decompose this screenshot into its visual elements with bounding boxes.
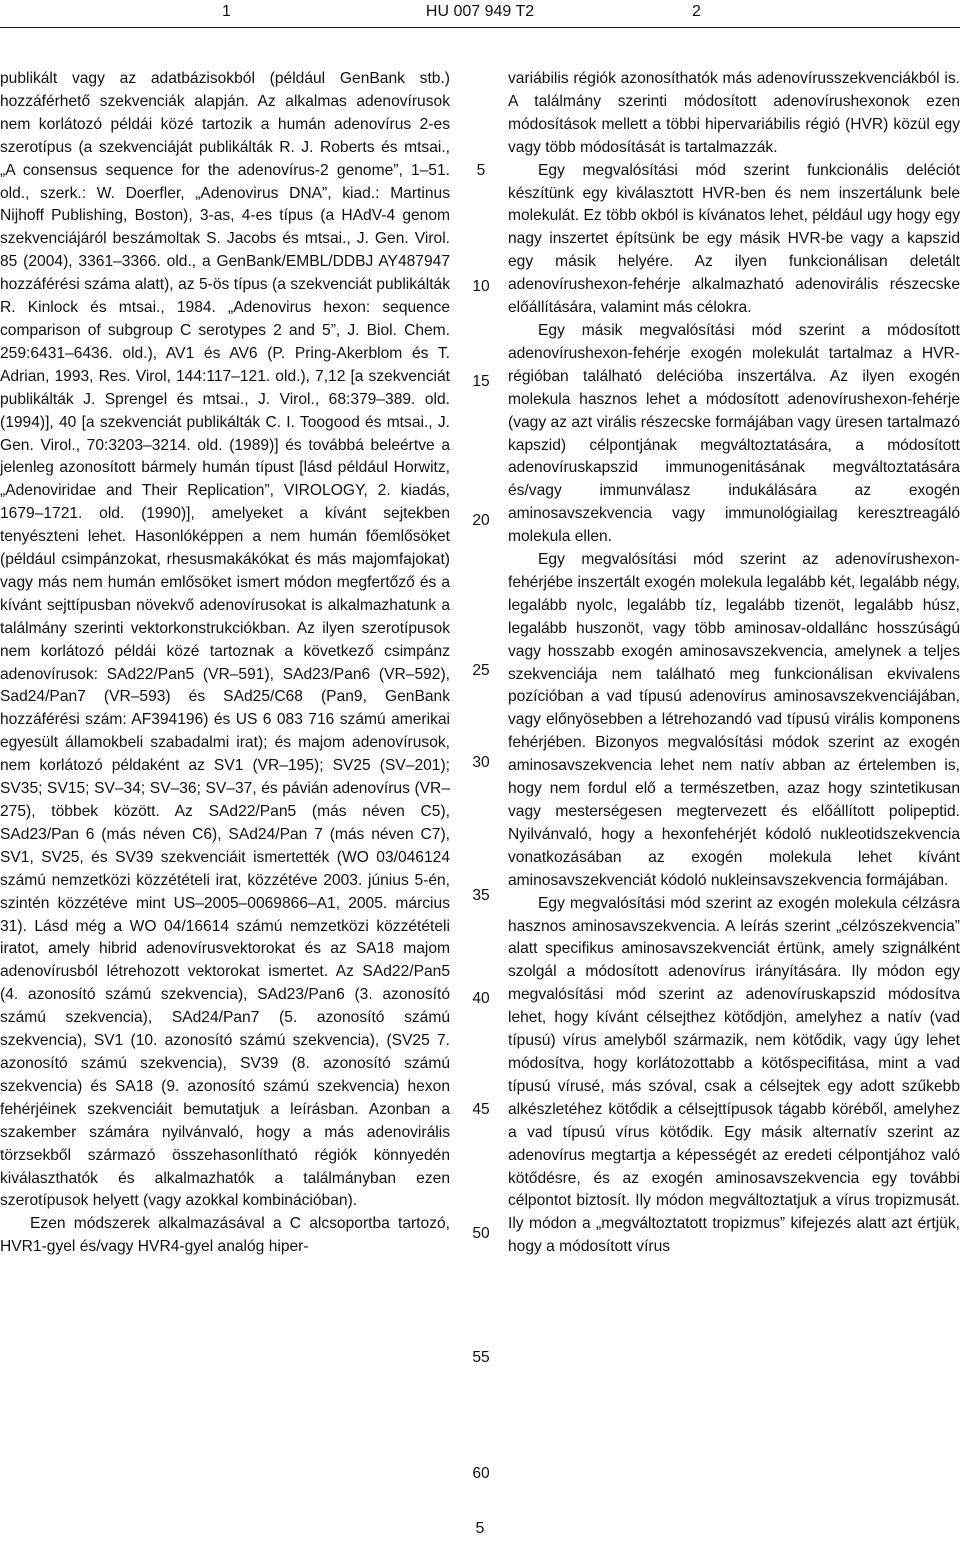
right-paragraph: Egy másik megvalósítási mód szerint a módosított adenovírushexon-fehérje exogén molekulát tartalmaz a HVR-régióban található delécióba inszertálva. Az ilyen exogén molekula hasznos lehet a módosított adenovírushexon-fehérje (vagy az azt virális részecske formájában vagy üresen tartalmazó kapszid) célpontjának megváltoztatására, a módosított adenovíruskapszid immunogenitásának megváltoztatására és/vagy immunválasz indukálására az exogén aminosavszekvencia vagy immunológiailag keresztreagáló molekula ellen. xyxy=(508,321,960,546)
line-number: 5 xyxy=(476,162,486,179)
right-paragraph: Egy megvalósítási mód szerint az adenovírushexon-fehérjébe inszertált exogén molekula legalább két, legalább négy, legalább nyolc, legalább tíz, legalább tizenöt, legalább húsz, legalább huszonöt, vagy több aminosav-oldallánc hosszúságú vagy hosszabb exogén aminosavszekvencia, amelynek a teljes szekvenciája nem található meg funkcionálisan ekvivalens pozícióban a vad típusú adenovírus aminosavszekvenciájában, vagy előnyösebben a létrehozandó vad típusú virális komponens fehérjében. Bizonyos megvalósítási módok szerint az exogén aminosavszekvencia lehet nem natív abban az értelemben is, hogy nem fordul elő a természetben, azaz hogy szintetikusan vagy mesterségesen megtervezett és előállított polipeptid. Nyilvánvaló, hogy a hexonfehérjét kódoló nukleotidszekvencia vonatkozásában az exogén molekula lehet kívánt aminosavszekvenciát kódoló nukleinsavszekvencia formájában. xyxy=(508,551,960,889)
line-number: 25 xyxy=(472,662,490,679)
right-paragraph: Egy megvalósítási mód szerint funkcionális deléciót készítünk egy kiválasztott HVR-ben és nem inszertálunk bele molekulát. Ez több okból is kívánatos lehet, például ugy hogy egy nagy inszertet építsünk be egy másik HVR-be vagy a kapszid egy másik helyére. Az ilyen funkcionálisan deletált adenovírushexon-fehérje alkalmazható adenovirális részecske előállítására, valamint más célokra. xyxy=(508,161,960,317)
page-header xyxy=(0,0,960,28)
right-paragraph: Egy megvalósítási mód szerint az exogén molekula célzásra hasznos aminosavszekvencia. A leírás szerint „célzószekvencia” alatt specifikus aminosavszekvenciát értünk, amely szignálként szolgál a módosított adenovírus irányítására. Ily módon egy megvalósítási mód szerint az adenovíruskapszid módosítva lehet, hogy kívánt célsejthez kötődjön, amelyhez a natív (vad típusú) vírus amelyből származik, nem kötődik, vagy úgy lehet módosítva, hogy korlátozottabb a kötőspecifitása, mint a vad típusú vírusé, más szóval, csak a célsejtek egy adott szűkebb alkészletéhez kötődik a célsejttípusok tágabb köréből, amelyhez a vad típusú vírus kötődik. Egy másik alternatív szerint az adenovírus megtartja a képességét az eredeti célpontjához való kötődésre, és az exogén aminosavszekvencia egy további célpontot biztosít. Ily módon megváltoztatjuk a vírus tropizmusát. Ily módon a „megváltoztatott tropizmus” kifejezés alatt azt értjük, hogy a módosított vírus xyxy=(508,894,960,1256)
line-number: 10 xyxy=(472,278,490,295)
right-column-number: 2 xyxy=(692,3,701,20)
line-number: 30 xyxy=(472,754,490,771)
line-number: 15 xyxy=(472,373,490,390)
page-number: 5 xyxy=(475,1520,485,1537)
left-text-column xyxy=(0,68,450,1259)
line-number: 40 xyxy=(472,990,490,1007)
line-number: 20 xyxy=(472,512,490,529)
line-number: 60 xyxy=(472,1465,490,1482)
left-column-number: 1 xyxy=(222,3,231,20)
left-paragraph: Ezen módszerek alkalmazásával a C alcsoportba tartozó, HVR1-gyel és/vagy HVR4-gyel analóg hiper- xyxy=(0,1215,450,1256)
line-number: 35 xyxy=(472,887,490,904)
line-number: 55 xyxy=(472,1349,490,1366)
line-number: 50 xyxy=(472,1225,490,1242)
left-paragraph: publikált vagy az adatbázisokból (például GenBank stb.) hozzáférhető szekvenciák alapján. Az alkalmas adenovírusok nem korlátozó példái közé tartozik a humán adenovírus 2-es szerotípus (a szekvenciáját publikálták R. J. Roberts és mtsai., „A consensus sequence for the adenovírus-2 genome”, 1–51. old., szerk.: W. Doerfler, „Adenovirus DNA”, kiad.: Martinus Nijhoff Publishing, Boston), 3-as, 4-es típus (a HAdV-4 genom szekvenciájáról beszámoltak S. Jacobs és mtsai., J. Gen. Virol. 85 (2004), 3361–3366. old., a GenBank/EMBL/DDBJ AY487947 hozzáférési száma alatt), az 5-ös típus (a szekvenciát publikálták R. Kinlock és mtsai., 1984. „Adenovirus hexon: sequence comparison of subgroup C serotypes 2 and 5”, J. Biol. Chem. 259:6431–6436. old.), AV1 és AV6 (P. Pring-Akerblom és T. Adrian, 1993, Res. Virol, 144:117–121. old.), 7,12 [a szekvenciát publikálták J. Sprengel és mtsai., J. Virol., 68:379–389. old. (1994)], 40 [a szekvenciát publikálták C. I. Toogood és mtsai., J. Gen. Virol., 70:3203–3214. old. (1989)] és továbbá beleértve a jelenleg azonosított bármely humán típust [lásd például Horwitz, „Adenoviridae and Their Replication”, VIROLOGY, 2. kiadás, 1679–1721. old. (1990)], amelyeket a kívánt sejtekben tenyészteni lehet. Hasonlóképpen a nem humán főemlősöket (például csimpánzokat, rhesusmakákókat és más majomfajokat) vagy más nem humán emlősöket ismert módon megfertőző és a kívánt sejttípusban növekvő adenovírusokat is alkalmazhatunk a találmány szerinti vektorkonstrukciókban. Az ilyen szerotípusok nem korlátozó példái közé tartoznak a következő csimpánz adenovírusok: SAd22/Pan5 (VR–591), SAd23/Pan6 (VR–592), Sad24/Pan7 (VR–593) és SAd25/C68 (Pan9, GenBank hozzáférési szám: AF394196) és US 6 083 716 számú amerikai egyesült államokbeli szabadalmi irat); és majom adenovírusok, nem korlátozó példaként az SV1 (VR–195); SV25 (SV–201); SV35; SV15; SV–34; SV–36; SV–37, és pávián adenovírus (VR–275), többek között. Az SAd22/Pan5 (más néven C5), SAd23/Pan 6 (más néven C6), SAd24/Pan 7 (más néven C7), SV1, SV25, és SV39 szekvenciáit ismertették (WO 03/046124 számú nemzetközi közzétételi irat, közzétéve 2003. június 5-én, szintén közzétéve mint US–2005–0069866–A1, 2005. március 31). Lásd még a WO 04/16614 számú nemzetközi közzétételi iratot, amely hibrid adenovírusvektorokat és az SA18 majom adenovírusból létrehozott vektorokat ismertet. Az SAd22/Pan5 (4. azonosító számú szekvencia), SAd23/Pan6 (3. azonosító számú szekvencia), SAd24/Pan7 (5. azonosító számú szekvencia), SV1 (10. azonosító számú szekvencia), (SV25 7. azonosító számú szekvencia), SV39 (8. azonosító számú szekvencia) és SA18 (9. azonosító számú szekvencia) hexon fehérjéinek szekvenciáit bemutatjuk a leírásban. Azonban a szakember számára nyilvánvaló, hogy a más adenovirális törzsekből származó összehasonlítható régiók könnyedén kiválaszthatók és alkalmazhatók a találmányban ezen szerotípusok helyett (vagy azokkal kombinációban). xyxy=(0,70,450,1210)
header-divider xyxy=(0,27,960,28)
patent-number: HU 007 949 T2 xyxy=(425,3,535,20)
right-paragraph: variábilis régiók azonosíthatók más adenovírusszekvenciákból is. A találmány szerinti módosított adenovírushexonok ezen módosítások mellett a többi hipervariábilis régió (HVR) közül egy vagy több módosítását is tartalmazzák. xyxy=(508,70,960,156)
right-text-column xyxy=(508,68,960,1259)
line-number: 45 xyxy=(472,1101,490,1118)
